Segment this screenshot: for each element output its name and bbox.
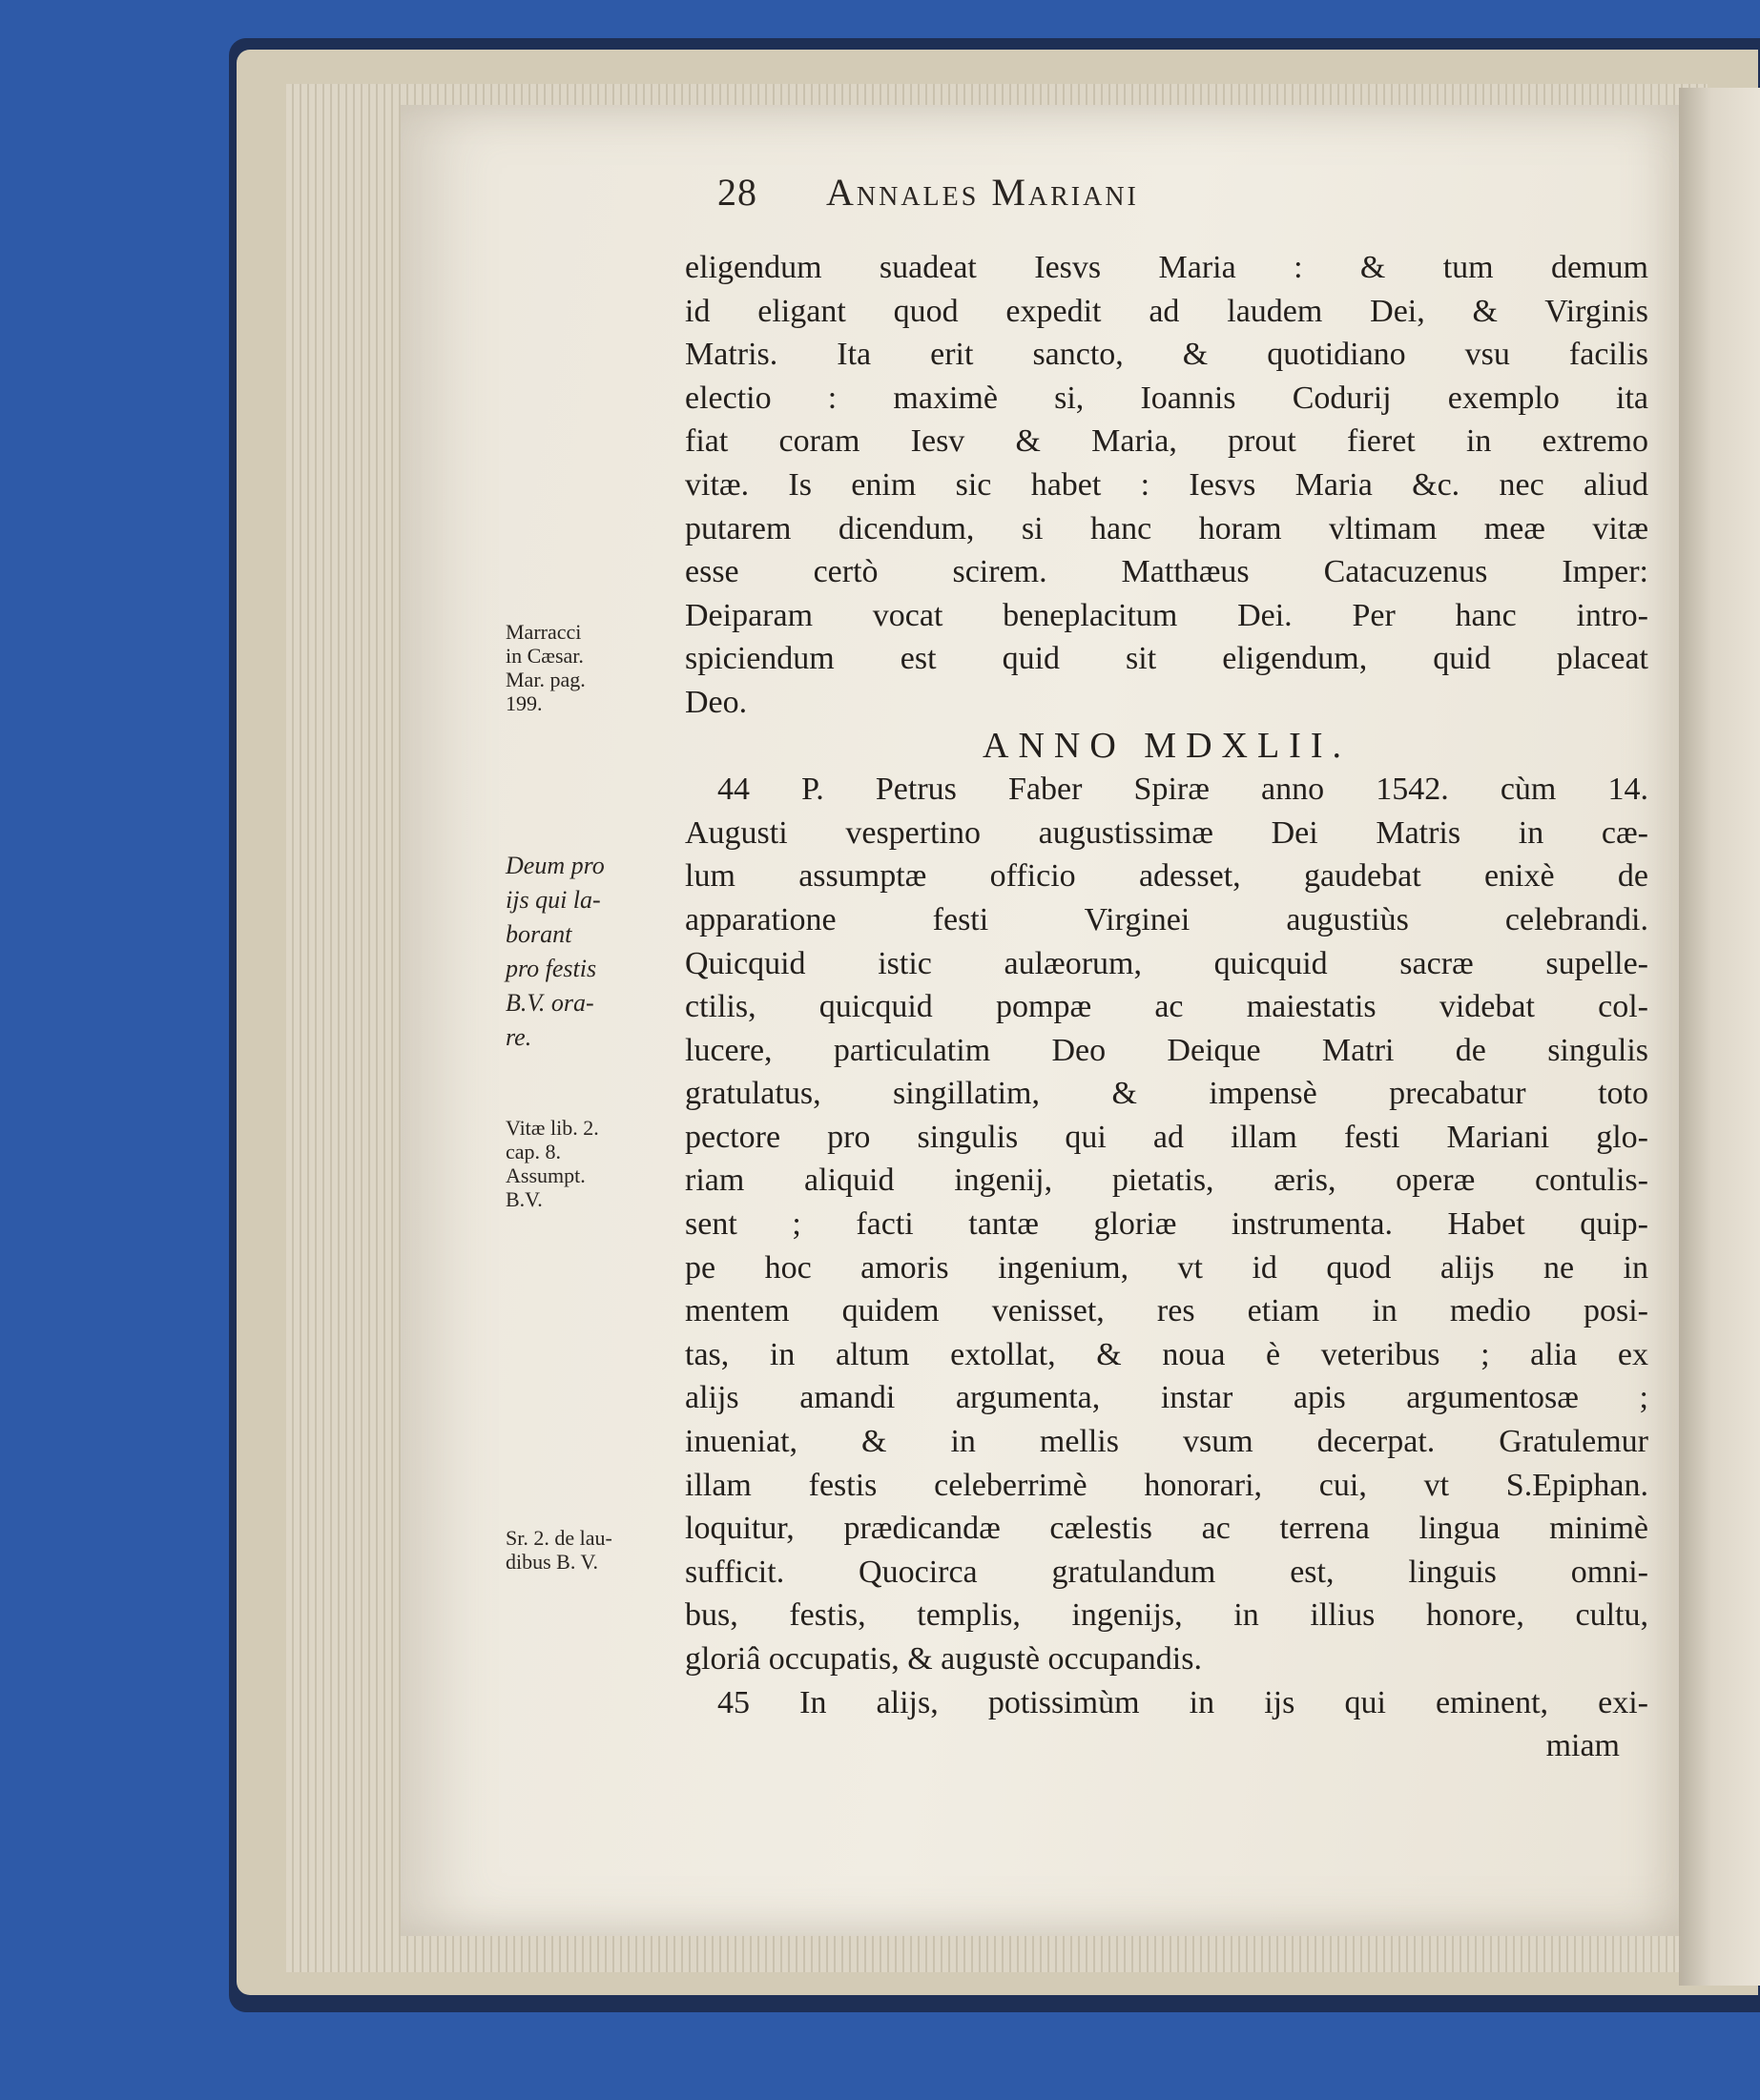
text-line: Augusti vespertino augustissimæ Dei Matris in cæ- bbox=[685, 814, 1648, 851]
margin-note-vitae bbox=[506, 1116, 658, 1211]
margin-note-line: Sr. 2. de lau- bbox=[506, 1526, 612, 1550]
text-line: fiat coram Iesv & Maria, prout fieret in extremo bbox=[685, 423, 1648, 460]
year-heading: ANNO MDXLII. bbox=[983, 725, 1351, 766]
margin-note-de-laudibus bbox=[506, 1526, 658, 1574]
text-line: riam aliquid ingenij, pietatis, æris, operæ contulis- bbox=[685, 1163, 1648, 1199]
text-line: putarem dicendum, si hanc horam vltimam meæ vitæ bbox=[685, 510, 1648, 546]
margin-note-line: Mar. pag. bbox=[506, 668, 586, 691]
text-line: mentem quidem venisset, res etiam in medio posi- bbox=[685, 1293, 1648, 1329]
text-line: sufficit. Quocirca gratulandum est, linguis omni- bbox=[685, 1554, 1648, 1590]
text-line: apparatione festi Virginei augustiùs celebrandi. bbox=[685, 901, 1648, 937]
text-line: pe hoc amoris ingenium, vt id quod alijs ne in bbox=[685, 1249, 1648, 1286]
text-line: illam festis celeberrimè honorari, cui, vt S.Epiphan. bbox=[685, 1467, 1648, 1503]
margin-note-line: 199. bbox=[506, 691, 543, 715]
text-line: loquitur, prædicandæ cælestis ac terrena lingua minimè bbox=[685, 1511, 1648, 1547]
text-line: lucere, particulatim Deo Deique Matri de singulis bbox=[685, 1032, 1648, 1068]
text-line: ctilis, quicquid pompæ ac maiestatis videbat col- bbox=[685, 989, 1648, 1025]
facing-page-edge bbox=[1679, 88, 1760, 1986]
text-line: tas, in altum extollat, & noua è veteribus ; alia ex bbox=[685, 1336, 1648, 1372]
text-line: 44 P. Petrus Faber Spiræ anno 1542. cùm 14. bbox=[717, 772, 1648, 808]
text-line: esse certò scirem. Matthæus Catacuzenus Imper: bbox=[685, 554, 1648, 590]
main-text bbox=[685, 246, 1648, 1768]
margin-note-line: cap. 8. bbox=[506, 1140, 562, 1163]
text-line: 45 In alijs, potissimùm in ijs qui eminent, exi- bbox=[717, 1684, 1648, 1720]
margin-note-line: pro festis bbox=[506, 955, 597, 982]
text-line: electio : maximè si, Ioannis Codurij exemplo ita bbox=[685, 380, 1648, 416]
text-line: pectore pro singulis qui ad illam festi Mariani glo- bbox=[685, 1119, 1648, 1155]
text-line: eligendum suadeat Iesvs Maria : & tum demum bbox=[685, 250, 1648, 285]
text-line: lum assumptæ officio adesset, gaudebat enixè de bbox=[685, 858, 1648, 895]
text-line: Deiparam vocat beneplacitum Dei. Per hanc intro- bbox=[685, 597, 1648, 633]
running-head bbox=[683, 170, 1627, 227]
text-line: sent ; facti tantæ gloriæ instrumenta. Habet quip- bbox=[685, 1206, 1648, 1243]
margin-note-line: B.V. ora- bbox=[506, 989, 594, 1017]
text-line: id eligant quod expedit ad laudem Dei, & Virginis bbox=[685, 293, 1648, 329]
margin-note-line: borant bbox=[506, 920, 572, 948]
catchword: miam bbox=[1545, 1728, 1620, 1764]
running-title: Annales Mariani bbox=[826, 171, 1139, 214]
text-line: Quicquid istic aulæorum, quicquid sacræ supelle- bbox=[685, 945, 1648, 981]
text-line: inueniat, & in mellis vsum decerpat. Gratulemur bbox=[685, 1424, 1648, 1460]
text-line: vitæ. Is enim sic habet : Iesvs Maria &c. nec aliud bbox=[685, 466, 1648, 503]
margin-note-marracci bbox=[506, 620, 658, 715]
margin-note-line: Assumpt. bbox=[506, 1163, 586, 1187]
margin-note-line: in Cæsar. bbox=[506, 644, 584, 668]
text-line: gloriâ occupatis, & augustè occupandis. bbox=[685, 1641, 1202, 1677]
text-line: spiciendum est quid sit eligendum, quid placeat bbox=[685, 641, 1648, 677]
margin-note-line: Marracci bbox=[506, 620, 582, 644]
text-line: bus, festis, templis, ingenijs, in illius honore, cultu, bbox=[685, 1597, 1648, 1634]
text-line: gratulatus, singillatim, & impensè precabatur toto bbox=[685, 1076, 1648, 1112]
margin-note-line: B.V. bbox=[506, 1187, 543, 1211]
text-line: Deo. bbox=[685, 684, 748, 720]
margin-note-line: Vitæ lib. 2. bbox=[506, 1116, 599, 1140]
margin-note-line: Deum pro bbox=[506, 852, 605, 879]
text-line: Matris. Ita erit sancto, & quotidiano vsu facilis bbox=[685, 337, 1648, 373]
page-number: 28 bbox=[717, 171, 757, 214]
text-line: alijs amandi argumenta, instar apis argumentosæ ; bbox=[685, 1380, 1648, 1416]
margin-note-line: ijs qui la- bbox=[506, 886, 601, 914]
margin-note-deum-pro-ijs bbox=[506, 849, 658, 1055]
margin-note-line: dibus B. V. bbox=[506, 1550, 599, 1574]
margin-note-line: re. bbox=[506, 1023, 532, 1051]
